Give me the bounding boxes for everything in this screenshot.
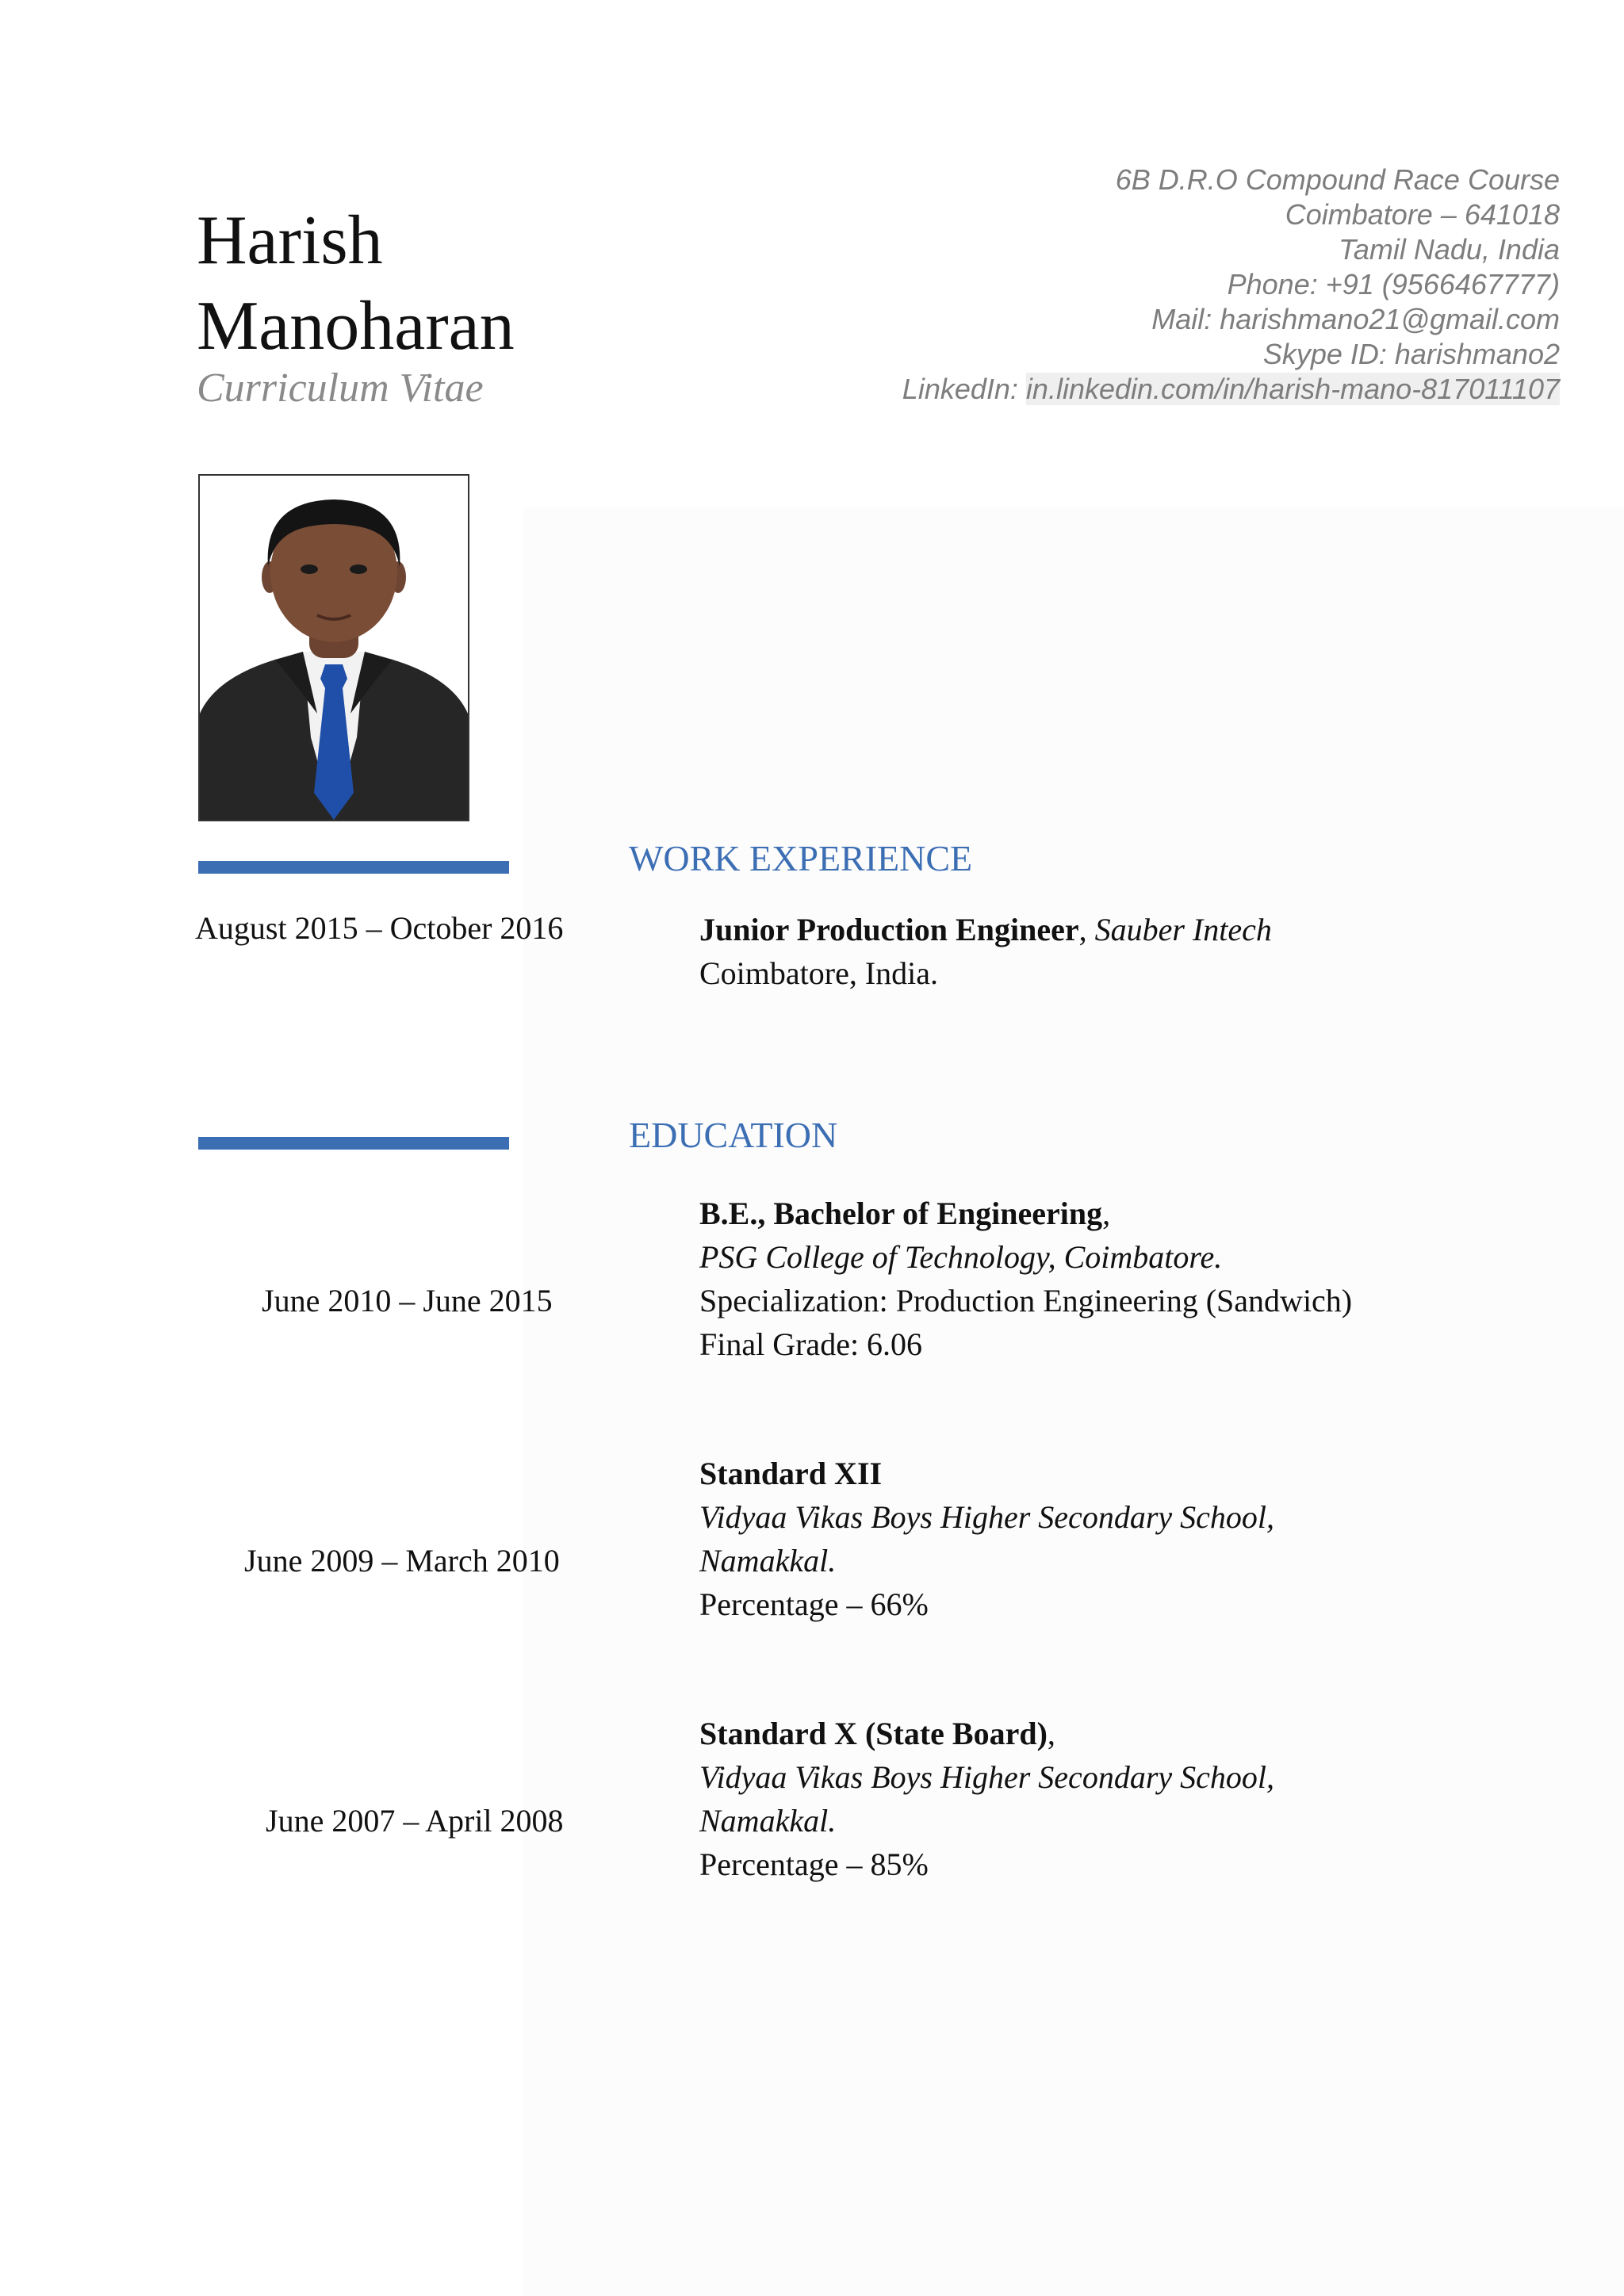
phone-text: Phone: +91 (9566467777): [1227, 268, 1560, 300]
education-section-rule: [198, 1137, 509, 1150]
document-subtitle: Curriculum Vitae: [197, 365, 484, 411]
percentage-text: Percentage – 85%: [699, 1846, 929, 1882]
work-entry: [699, 908, 1272, 995]
contact-block: [902, 163, 1560, 407]
job-title: Junior Production Engineer: [699, 912, 1079, 947]
education-date-2: June 2009 – March 2010: [244, 1543, 560, 1578]
job-location: Coimbatore, India.: [699, 955, 939, 991]
first-name: Harish: [197, 202, 383, 279]
email-text: Mail: harishmano21@gmail.com: [1151, 303, 1560, 335]
education-entry-3: [699, 1712, 1274, 1886]
work-section-rule: [198, 861, 509, 874]
school-name: PSG College of Technology, Coimbatore.: [699, 1239, 1223, 1275]
address-line-1: 6B D.R.O Compound Race Course: [1115, 163, 1560, 196]
education-heading: EDUCATION: [629, 1115, 838, 1155]
education-date-3: June 2007 – April 2008: [266, 1803, 564, 1839]
degree-title-line: [699, 1192, 1352, 1235]
final-grade-text: Final Grade: 6.06: [699, 1326, 923, 1362]
school-name-line-2: Namakkal.: [699, 1803, 837, 1839]
standard-x-title: Standard X (State Board): [699, 1716, 1048, 1751]
last-name: Manoharan: [197, 288, 515, 365]
standard-x-title-line: [699, 1712, 1274, 1755]
linkedin-link[interactable]: in.linkedin.com/in/harish-mano-817011107: [1025, 373, 1560, 405]
address-line-3: Tamil Nadu, India: [1339, 233, 1560, 266]
job-title-line: [699, 908, 1272, 951]
skype-text: Skype ID: harishmano2: [1262, 338, 1560, 370]
school-name-line-1: Vidyaa Vikas Boys Higher Secondary School,: [699, 1759, 1274, 1795]
percentage-text: Percentage – 66%: [699, 1586, 929, 1622]
address-line-2: Coimbatore – 641018: [1285, 198, 1560, 231]
company-name: Sauber Intech: [1094, 912, 1272, 947]
school-name-line-2: Namakkal.: [699, 1543, 837, 1578]
education-date-1: June 2010 – June 2015: [262, 1283, 553, 1318]
school-name-line-1: Vidyaa Vikas Boys Higher Secondary School,: [699, 1499, 1274, 1535]
degree-title: B.E., Bachelor of Engineering: [699, 1196, 1103, 1231]
standard-xii-title: Standard XII: [699, 1456, 883, 1491]
specialization-text: Specialization: Production Engineering (Sandwich): [699, 1283, 1353, 1318]
standard-x-title-suffix: ,: [1047, 1716, 1055, 1751]
education-entry-2: [699, 1452, 1274, 1626]
linkedin-label: LinkedIn:: [902, 373, 1026, 405]
linkedin-line: [902, 372, 1560, 407]
work-experience-heading: WORK EXPERIENCE: [629, 838, 973, 878]
education-entry-1: [699, 1192, 1352, 1366]
degree-title-suffix: ,: [1102, 1196, 1111, 1231]
profile-photo: [198, 474, 469, 821]
content-panel: [523, 507, 1624, 2296]
portrait-illustration: [200, 476, 468, 820]
work-date: August 2015 – October 2016: [195, 910, 564, 946]
job-separator: ,: [1078, 912, 1095, 947]
